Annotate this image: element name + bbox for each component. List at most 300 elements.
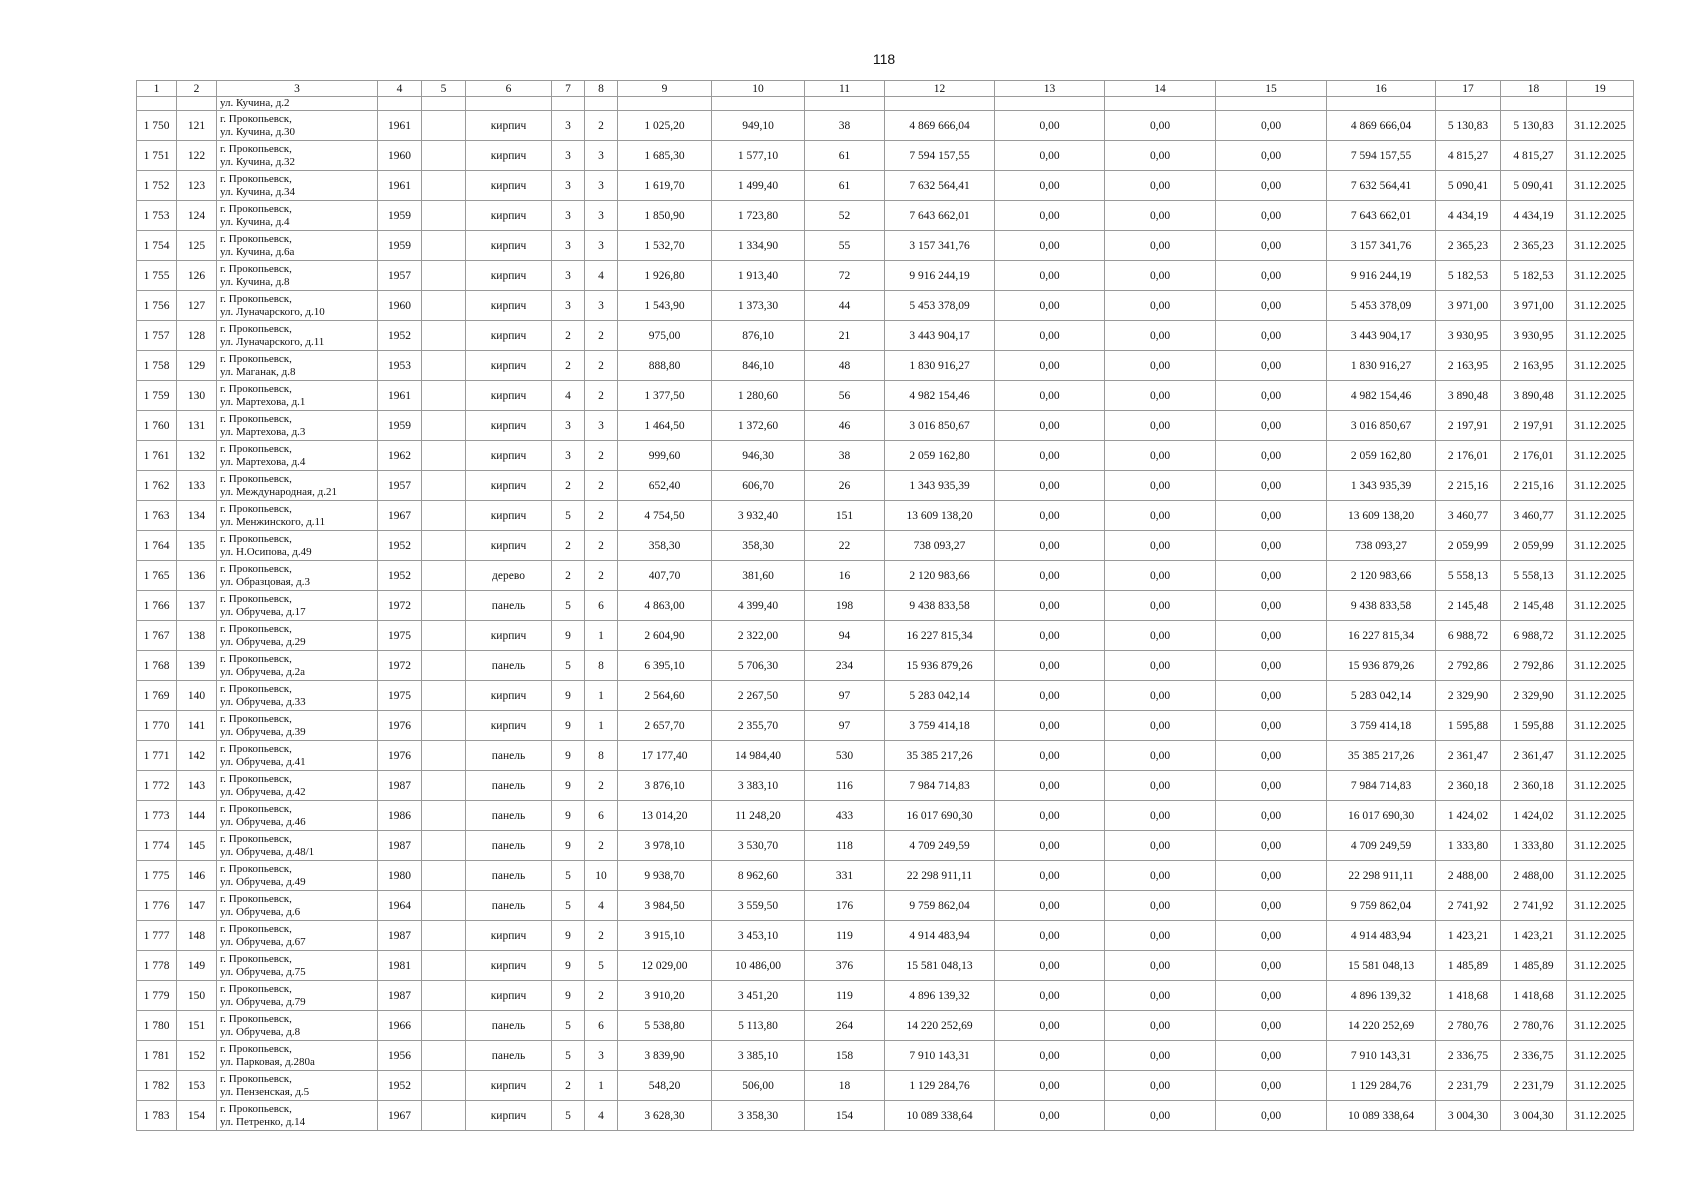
column-17-cell: 1 595,88 xyxy=(1436,711,1501,741)
column-15-cell: 0,00 xyxy=(1216,1101,1327,1131)
column-18-cell: 5 182,53 xyxy=(1501,261,1567,291)
column-5-cell xyxy=(422,351,466,381)
column-13-cell: 0,00 xyxy=(995,381,1105,411)
column-15-cell: 0,00 xyxy=(1216,231,1327,261)
column-15-cell: 0,00 xyxy=(1216,981,1327,1011)
column-17-cell: 3 460,77 xyxy=(1436,501,1501,531)
address-cell xyxy=(217,531,378,561)
column-14-cell: 0,00 xyxy=(1105,561,1216,591)
wall-material-cell: кирпич xyxy=(466,1101,552,1131)
row-number-cell: 1 764 xyxy=(137,531,177,561)
address-city: г. Прокопьевск, xyxy=(220,862,292,875)
floors-cell: 5 xyxy=(552,651,585,681)
column-5-cell xyxy=(422,501,466,531)
residents-cell: 48 xyxy=(805,351,885,381)
wall-material-cell: кирпич xyxy=(466,711,552,741)
year-built-cell: 1980 xyxy=(378,861,422,891)
deadline-date-cell: 31.12.2025 xyxy=(1567,531,1634,561)
column-number: 17 xyxy=(1436,81,1501,97)
table-row xyxy=(137,441,1634,471)
column-18-cell: 1 423,21 xyxy=(1501,921,1567,951)
address-cell xyxy=(217,861,378,891)
floors-cell: 5 xyxy=(552,1011,585,1041)
table-row xyxy=(137,291,1634,321)
address-street: ул. Мартехова, д.1 xyxy=(220,395,306,408)
address-street: ул. Луначарского, д.11 xyxy=(220,335,325,348)
address-city: г. Прокопьевск, xyxy=(220,892,292,905)
column-15-cell: 0,00 xyxy=(1216,411,1327,441)
deadline-date-cell: 31.12.2025 xyxy=(1567,1041,1634,1071)
continuation-row xyxy=(137,97,1634,111)
row-number-cell: 1 776 xyxy=(137,891,177,921)
column-15-cell: 0,00 xyxy=(1216,741,1327,771)
address-cell xyxy=(217,411,378,441)
row-number-cell: 1 750 xyxy=(137,111,177,141)
column-number: 15 xyxy=(1216,81,1327,97)
living-area-cell: 506,00 xyxy=(712,1071,805,1101)
address-cell xyxy=(217,561,378,591)
wall-material-cell: кирпич xyxy=(466,531,552,561)
entrances-cell: 2 xyxy=(585,981,618,1011)
column-14-cell: 0,00 xyxy=(1105,651,1216,681)
year-built-cell: 1959 xyxy=(378,201,422,231)
column-17-cell: 2 488,00 xyxy=(1436,861,1501,891)
column-18-cell: 1 424,02 xyxy=(1501,801,1567,831)
address-city: г. Прокопьевск, xyxy=(220,532,292,545)
column-15-cell: 0,00 xyxy=(1216,651,1327,681)
column-18-cell: 2 163,95 xyxy=(1501,351,1567,381)
column-17-cell: 2 780,76 xyxy=(1436,1011,1501,1041)
column-number: 4 xyxy=(378,81,422,97)
row-number-cell: 1 767 xyxy=(137,621,177,651)
floors-cell: 9 xyxy=(552,621,585,651)
wall-material-cell: панель xyxy=(466,861,552,891)
row-number-cell: 1 759 xyxy=(137,381,177,411)
column-5-cell xyxy=(422,231,466,261)
deadline-date-cell: 31.12.2025 xyxy=(1567,111,1634,141)
column-5-cell xyxy=(422,561,466,591)
living-area-cell: 1 372,60 xyxy=(712,411,805,441)
entrances-cell: 8 xyxy=(585,651,618,681)
residents-cell: 158 xyxy=(805,1041,885,1071)
floors-cell: 3 xyxy=(552,291,585,321)
address-city: г. Прокопьевск, xyxy=(220,292,292,305)
table-row xyxy=(137,621,1634,651)
address-cell xyxy=(217,381,378,411)
repair-cost-cell: 7 910 143,31 xyxy=(885,1041,995,1071)
row-number-cell: 1 782 xyxy=(137,1071,177,1101)
address-city: г. Прокопьевск, xyxy=(220,742,292,755)
total-area-cell: 3 628,30 xyxy=(618,1101,712,1131)
deadline-date-cell: 31.12.2025 xyxy=(1567,441,1634,471)
column-13-cell: 0,00 xyxy=(995,141,1105,171)
living-area-cell: 8 962,60 xyxy=(712,861,805,891)
column-16-cell: 7 984 714,83 xyxy=(1327,771,1436,801)
column-15-cell: 0,00 xyxy=(1216,1011,1327,1041)
column-number: 16 xyxy=(1327,81,1436,97)
total-area-cell: 3 839,90 xyxy=(618,1041,712,1071)
column-13-cell: 0,00 xyxy=(995,861,1105,891)
column-number: 11 xyxy=(805,81,885,97)
entrances-cell: 5 xyxy=(585,951,618,981)
table-row xyxy=(137,561,1634,591)
wall-material-cell: панель xyxy=(466,771,552,801)
column-18-cell: 2 059,99 xyxy=(1501,531,1567,561)
object-number-cell: 150 xyxy=(177,981,217,1011)
repair-cost-cell: 2 120 983,66 xyxy=(885,561,995,591)
address-cell xyxy=(217,1041,378,1071)
total-area-cell: 1 619,70 xyxy=(618,171,712,201)
floors-cell: 5 xyxy=(552,1101,585,1131)
deadline-date-cell: 31.12.2025 xyxy=(1567,291,1634,321)
address-street: ул. Менжинского, д.11 xyxy=(220,515,326,528)
residents-cell: 119 xyxy=(805,981,885,1011)
address-cell xyxy=(217,591,378,621)
column-5-cell xyxy=(422,1041,466,1071)
address-street: ул. Кучина, д.8 xyxy=(220,275,290,288)
table-row xyxy=(137,771,1634,801)
living-area-cell: 5 706,30 xyxy=(712,651,805,681)
entrances-cell: 2 xyxy=(585,471,618,501)
address-city: г. Прокопьевск, xyxy=(220,622,292,635)
column-5-cell xyxy=(422,831,466,861)
repair-cost-cell: 738 093,27 xyxy=(885,531,995,561)
floors-cell: 3 xyxy=(552,171,585,201)
floors-cell: 4 xyxy=(552,381,585,411)
column-15-cell: 0,00 xyxy=(1216,291,1327,321)
year-built-cell: 1961 xyxy=(378,171,422,201)
column-number: 12 xyxy=(885,81,995,97)
column-18-cell: 3 890,48 xyxy=(1501,381,1567,411)
wall-material-cell: кирпич xyxy=(466,261,552,291)
total-area-cell: 1 464,50 xyxy=(618,411,712,441)
object-number-cell: 140 xyxy=(177,681,217,711)
column-5-cell xyxy=(422,111,466,141)
repair-cost-cell: 1 343 935,39 xyxy=(885,471,995,501)
row-number-cell: 1 754 xyxy=(137,231,177,261)
address-city: г. Прокопьевск, xyxy=(220,412,292,425)
wall-material-cell: дерево xyxy=(466,561,552,591)
living-area-cell: 2 267,50 xyxy=(712,681,805,711)
column-17-cell: 3 930,95 xyxy=(1436,321,1501,351)
address-cell xyxy=(217,921,378,951)
column-number: 19 xyxy=(1567,81,1634,97)
row-number-cell: 1 755 xyxy=(137,261,177,291)
table-row xyxy=(137,681,1634,711)
column-17-cell: 3 004,30 xyxy=(1436,1101,1501,1131)
column-14-cell: 0,00 xyxy=(1105,861,1216,891)
deadline-date-cell: 31.12.2025 xyxy=(1567,711,1634,741)
address-city: г. Прокопьевск, xyxy=(220,682,292,695)
living-area-cell: 11 248,20 xyxy=(712,801,805,831)
column-number: 18 xyxy=(1501,81,1567,97)
column-16-cell: 7 632 564,41 xyxy=(1327,171,1436,201)
column-17-cell: 1 333,80 xyxy=(1436,831,1501,861)
address-city: г. Прокопьевск, xyxy=(220,1072,292,1085)
address-street: ул. Обручева, д.6 xyxy=(220,905,301,918)
row-number-cell: 1 780 xyxy=(137,1011,177,1041)
floors-cell: 9 xyxy=(552,771,585,801)
column-14-cell: 0,00 xyxy=(1105,951,1216,981)
year-built-cell: 1972 xyxy=(378,591,422,621)
column-15-cell: 0,00 xyxy=(1216,771,1327,801)
column-5-cell xyxy=(422,711,466,741)
year-built-cell: 1962 xyxy=(378,441,422,471)
repair-cost-cell: 4 914 483,94 xyxy=(885,921,995,951)
year-built-cell: 1972 xyxy=(378,651,422,681)
address-street: ул. Обручева, д.46 xyxy=(220,815,306,828)
entrances-cell: 2 xyxy=(585,351,618,381)
column-13-cell: 0,00 xyxy=(995,831,1105,861)
table-row xyxy=(137,921,1634,951)
residents-cell: 198 xyxy=(805,591,885,621)
repair-cost-cell: 7 632 564,41 xyxy=(885,171,995,201)
object-number-cell: 144 xyxy=(177,801,217,831)
column-17-cell: 5 558,13 xyxy=(1436,561,1501,591)
residents-cell: 119 xyxy=(805,921,885,951)
total-area-cell: 3 910,20 xyxy=(618,981,712,1011)
column-5-cell xyxy=(422,891,466,921)
row-number-cell: 1 771 xyxy=(137,741,177,771)
deadline-date-cell: 31.12.2025 xyxy=(1567,411,1634,441)
entrances-cell: 6 xyxy=(585,1011,618,1041)
address-city: г. Прокопьевск, xyxy=(220,982,292,995)
address-street: ул. Кучина, д.34 xyxy=(220,185,296,198)
column-15-cell: 0,00 xyxy=(1216,681,1327,711)
column-number: 7 xyxy=(552,81,585,97)
floors-cell: 9 xyxy=(552,981,585,1011)
column-number: 3 xyxy=(217,81,378,97)
row-number-cell: 1 753 xyxy=(137,201,177,231)
table-row xyxy=(137,111,1634,141)
deadline-date-cell: 31.12.2025 xyxy=(1567,591,1634,621)
floors-cell: 9 xyxy=(552,951,585,981)
residents-cell: 22 xyxy=(805,531,885,561)
residents-cell: 61 xyxy=(805,141,885,171)
residents-cell: 151 xyxy=(805,501,885,531)
repair-cost-cell: 14 220 252,69 xyxy=(885,1011,995,1041)
column-18-cell: 2 361,47 xyxy=(1501,741,1567,771)
column-18-cell: 5 130,83 xyxy=(1501,111,1567,141)
column-16-cell: 7 910 143,31 xyxy=(1327,1041,1436,1071)
residents-cell: 38 xyxy=(805,111,885,141)
column-5-cell xyxy=(422,1071,466,1101)
living-area-cell: 1 334,90 xyxy=(712,231,805,261)
year-built-cell: 1987 xyxy=(378,771,422,801)
column-5-cell xyxy=(422,171,466,201)
address-cell xyxy=(217,891,378,921)
year-built-cell: 1975 xyxy=(378,621,422,651)
address-street: ул. Обручева, д.39 xyxy=(220,725,306,738)
column-13-cell: 0,00 xyxy=(995,741,1105,771)
entrances-cell: 2 xyxy=(585,561,618,591)
deadline-date-cell: 31.12.2025 xyxy=(1567,1101,1634,1131)
column-14-cell: 0,00 xyxy=(1105,1041,1216,1071)
deadline-date-cell: 31.12.2025 xyxy=(1567,831,1634,861)
row-number-cell: 1 751 xyxy=(137,141,177,171)
year-built-cell: 1952 xyxy=(378,531,422,561)
floors-cell: 3 xyxy=(552,201,585,231)
object-number-cell: 141 xyxy=(177,711,217,741)
repair-cost-cell: 35 385 217,26 xyxy=(885,741,995,771)
column-18-cell: 2 197,91 xyxy=(1501,411,1567,441)
column-14-cell: 0,00 xyxy=(1105,711,1216,741)
address-city: г. Прокопьевск, xyxy=(220,592,292,605)
row-number-cell: 1 774 xyxy=(137,831,177,861)
object-number-cell: 126 xyxy=(177,261,217,291)
residents-cell: 154 xyxy=(805,1101,885,1131)
address-cell xyxy=(217,441,378,471)
wall-material-cell: кирпич xyxy=(466,381,552,411)
entrances-cell: 3 xyxy=(585,231,618,261)
floors-cell: 9 xyxy=(552,711,585,741)
address-cell xyxy=(217,951,378,981)
entrances-cell: 10 xyxy=(585,861,618,891)
deadline-date-cell: 31.12.2025 xyxy=(1567,921,1634,951)
wall-material-cell: кирпич xyxy=(466,171,552,201)
address-street: ул. Кучина, д.30 xyxy=(220,125,296,138)
total-area-cell: 4 863,00 xyxy=(618,591,712,621)
address-city: г. Прокопьевск, xyxy=(220,382,292,395)
page-number: 118 xyxy=(872,51,896,67)
address-street: ул. Образцовая, д.3 xyxy=(220,575,310,588)
object-number-cell: 143 xyxy=(177,771,217,801)
residents-cell: 26 xyxy=(805,471,885,501)
repair-cost-cell: 1 830 916,27 xyxy=(885,351,995,381)
total-area-cell: 3 915,10 xyxy=(618,921,712,951)
address-street: ул. Маганак, д.8 xyxy=(220,365,296,378)
object-number-cell: 153 xyxy=(177,1071,217,1101)
wall-material-cell: кирпич xyxy=(466,981,552,1011)
total-area-cell: 1 926,80 xyxy=(618,261,712,291)
column-number: 5 xyxy=(422,81,466,97)
row-number-cell: 1 775 xyxy=(137,861,177,891)
address-cell xyxy=(217,171,378,201)
row-number-cell: 1 772 xyxy=(137,771,177,801)
column-13-cell: 0,00 xyxy=(995,1011,1105,1041)
row-number-cell: 1 760 xyxy=(137,411,177,441)
column-17-cell: 2 361,47 xyxy=(1436,741,1501,771)
total-area-cell: 3 876,10 xyxy=(618,771,712,801)
column-16-cell: 4 982 154,46 xyxy=(1327,381,1436,411)
column-16-cell: 7 643 662,01 xyxy=(1327,201,1436,231)
wall-material-cell: кирпич xyxy=(466,291,552,321)
address-city: г. Прокопьевск, xyxy=(220,442,292,455)
object-number-cell: 130 xyxy=(177,381,217,411)
column-5-cell xyxy=(422,681,466,711)
address-street: ул. Луначарского, д.10 xyxy=(220,305,325,318)
entrances-cell: 2 xyxy=(585,531,618,561)
column-17-cell: 3 890,48 xyxy=(1436,381,1501,411)
column-5-cell xyxy=(422,651,466,681)
total-area-cell: 6 395,10 xyxy=(618,651,712,681)
column-16-cell: 4 896 139,32 xyxy=(1327,981,1436,1011)
living-area-cell: 946,30 xyxy=(712,441,805,471)
living-area-cell: 3 530,70 xyxy=(712,831,805,861)
column-17-cell: 2 336,75 xyxy=(1436,1041,1501,1071)
column-17-cell: 2 329,90 xyxy=(1436,681,1501,711)
repair-cost-cell: 16 017 690,30 xyxy=(885,801,995,831)
column-15-cell: 0,00 xyxy=(1216,471,1327,501)
deadline-date-cell: 31.12.2025 xyxy=(1567,381,1634,411)
column-18-cell: 1 418,68 xyxy=(1501,981,1567,1011)
column-16-cell: 1 830 916,27 xyxy=(1327,351,1436,381)
repair-cost-cell: 9 916 244,19 xyxy=(885,261,995,291)
column-16-cell: 16 017 690,30 xyxy=(1327,801,1436,831)
column-16-cell: 1 129 284,76 xyxy=(1327,1071,1436,1101)
address-cell xyxy=(217,651,378,681)
object-number-cell: 125 xyxy=(177,231,217,261)
column-14-cell: 0,00 xyxy=(1105,771,1216,801)
repair-cost-cell: 5 453 378,09 xyxy=(885,291,995,321)
column-5-cell xyxy=(422,801,466,831)
column-16-cell: 1 343 935,39 xyxy=(1327,471,1436,501)
column-number: 6 xyxy=(466,81,552,97)
residents-cell: 72 xyxy=(805,261,885,291)
address-cell xyxy=(217,801,378,831)
year-built-cell: 1967 xyxy=(378,501,422,531)
row-number-cell: 1 757 xyxy=(137,321,177,351)
column-16-cell: 5 453 378,09 xyxy=(1327,291,1436,321)
column-13-cell: 0,00 xyxy=(995,291,1105,321)
column-16-cell: 10 089 338,64 xyxy=(1327,1101,1436,1131)
address-cell xyxy=(217,201,378,231)
object-number-cell: 152 xyxy=(177,1041,217,1071)
total-area-cell: 12 029,00 xyxy=(618,951,712,981)
wall-material-cell: кирпич xyxy=(466,621,552,651)
object-number-cell: 137 xyxy=(177,591,217,621)
column-17-cell: 2 145,48 xyxy=(1436,591,1501,621)
wall-material-cell: кирпич xyxy=(466,201,552,231)
column-14-cell: 0,00 xyxy=(1105,411,1216,441)
address-street: ул. Обручева, д.75 xyxy=(220,965,306,978)
year-built-cell: 1966 xyxy=(378,1011,422,1041)
column-15-cell: 0,00 xyxy=(1216,891,1327,921)
address-street: ул. Обручева, д.67 xyxy=(220,935,306,948)
column-14-cell: 0,00 xyxy=(1105,171,1216,201)
column-14-cell: 0,00 xyxy=(1105,1011,1216,1041)
object-number-cell: 127 xyxy=(177,291,217,321)
address-street: ул. Обручева, д.48/1 xyxy=(220,845,315,858)
housing-registry-table xyxy=(136,80,1634,1131)
address-city: г. Прокопьевск, xyxy=(220,1042,292,1055)
repair-cost-cell: 1 129 284,76 xyxy=(885,1071,995,1101)
floors-cell: 3 xyxy=(552,441,585,471)
column-15-cell: 0,00 xyxy=(1216,351,1327,381)
column-18-cell: 2 780,76 xyxy=(1501,1011,1567,1041)
table-row xyxy=(137,321,1634,351)
address-cell xyxy=(217,711,378,741)
address-city: г. Прокопьевск, xyxy=(220,1012,292,1025)
column-15-cell: 0,00 xyxy=(1216,801,1327,831)
entrances-cell: 2 xyxy=(585,771,618,801)
entrances-cell: 3 xyxy=(585,171,618,201)
row-number-cell: 1 763 xyxy=(137,501,177,531)
column-14-cell: 0,00 xyxy=(1105,321,1216,351)
wall-material-cell: панель xyxy=(466,651,552,681)
floors-cell: 9 xyxy=(552,831,585,861)
living-area-cell: 846,10 xyxy=(712,351,805,381)
column-14-cell: 0,00 xyxy=(1105,531,1216,561)
column-13-cell: 0,00 xyxy=(995,201,1105,231)
residents-cell: 56 xyxy=(805,381,885,411)
address-city: г. Прокопьевск, xyxy=(220,652,292,665)
table-row xyxy=(137,591,1634,621)
column-14-cell: 0,00 xyxy=(1105,231,1216,261)
repair-cost-cell: 4 709 249,59 xyxy=(885,831,995,861)
total-area-cell: 9 938,70 xyxy=(618,861,712,891)
row-number-cell: 1 762 xyxy=(137,471,177,501)
